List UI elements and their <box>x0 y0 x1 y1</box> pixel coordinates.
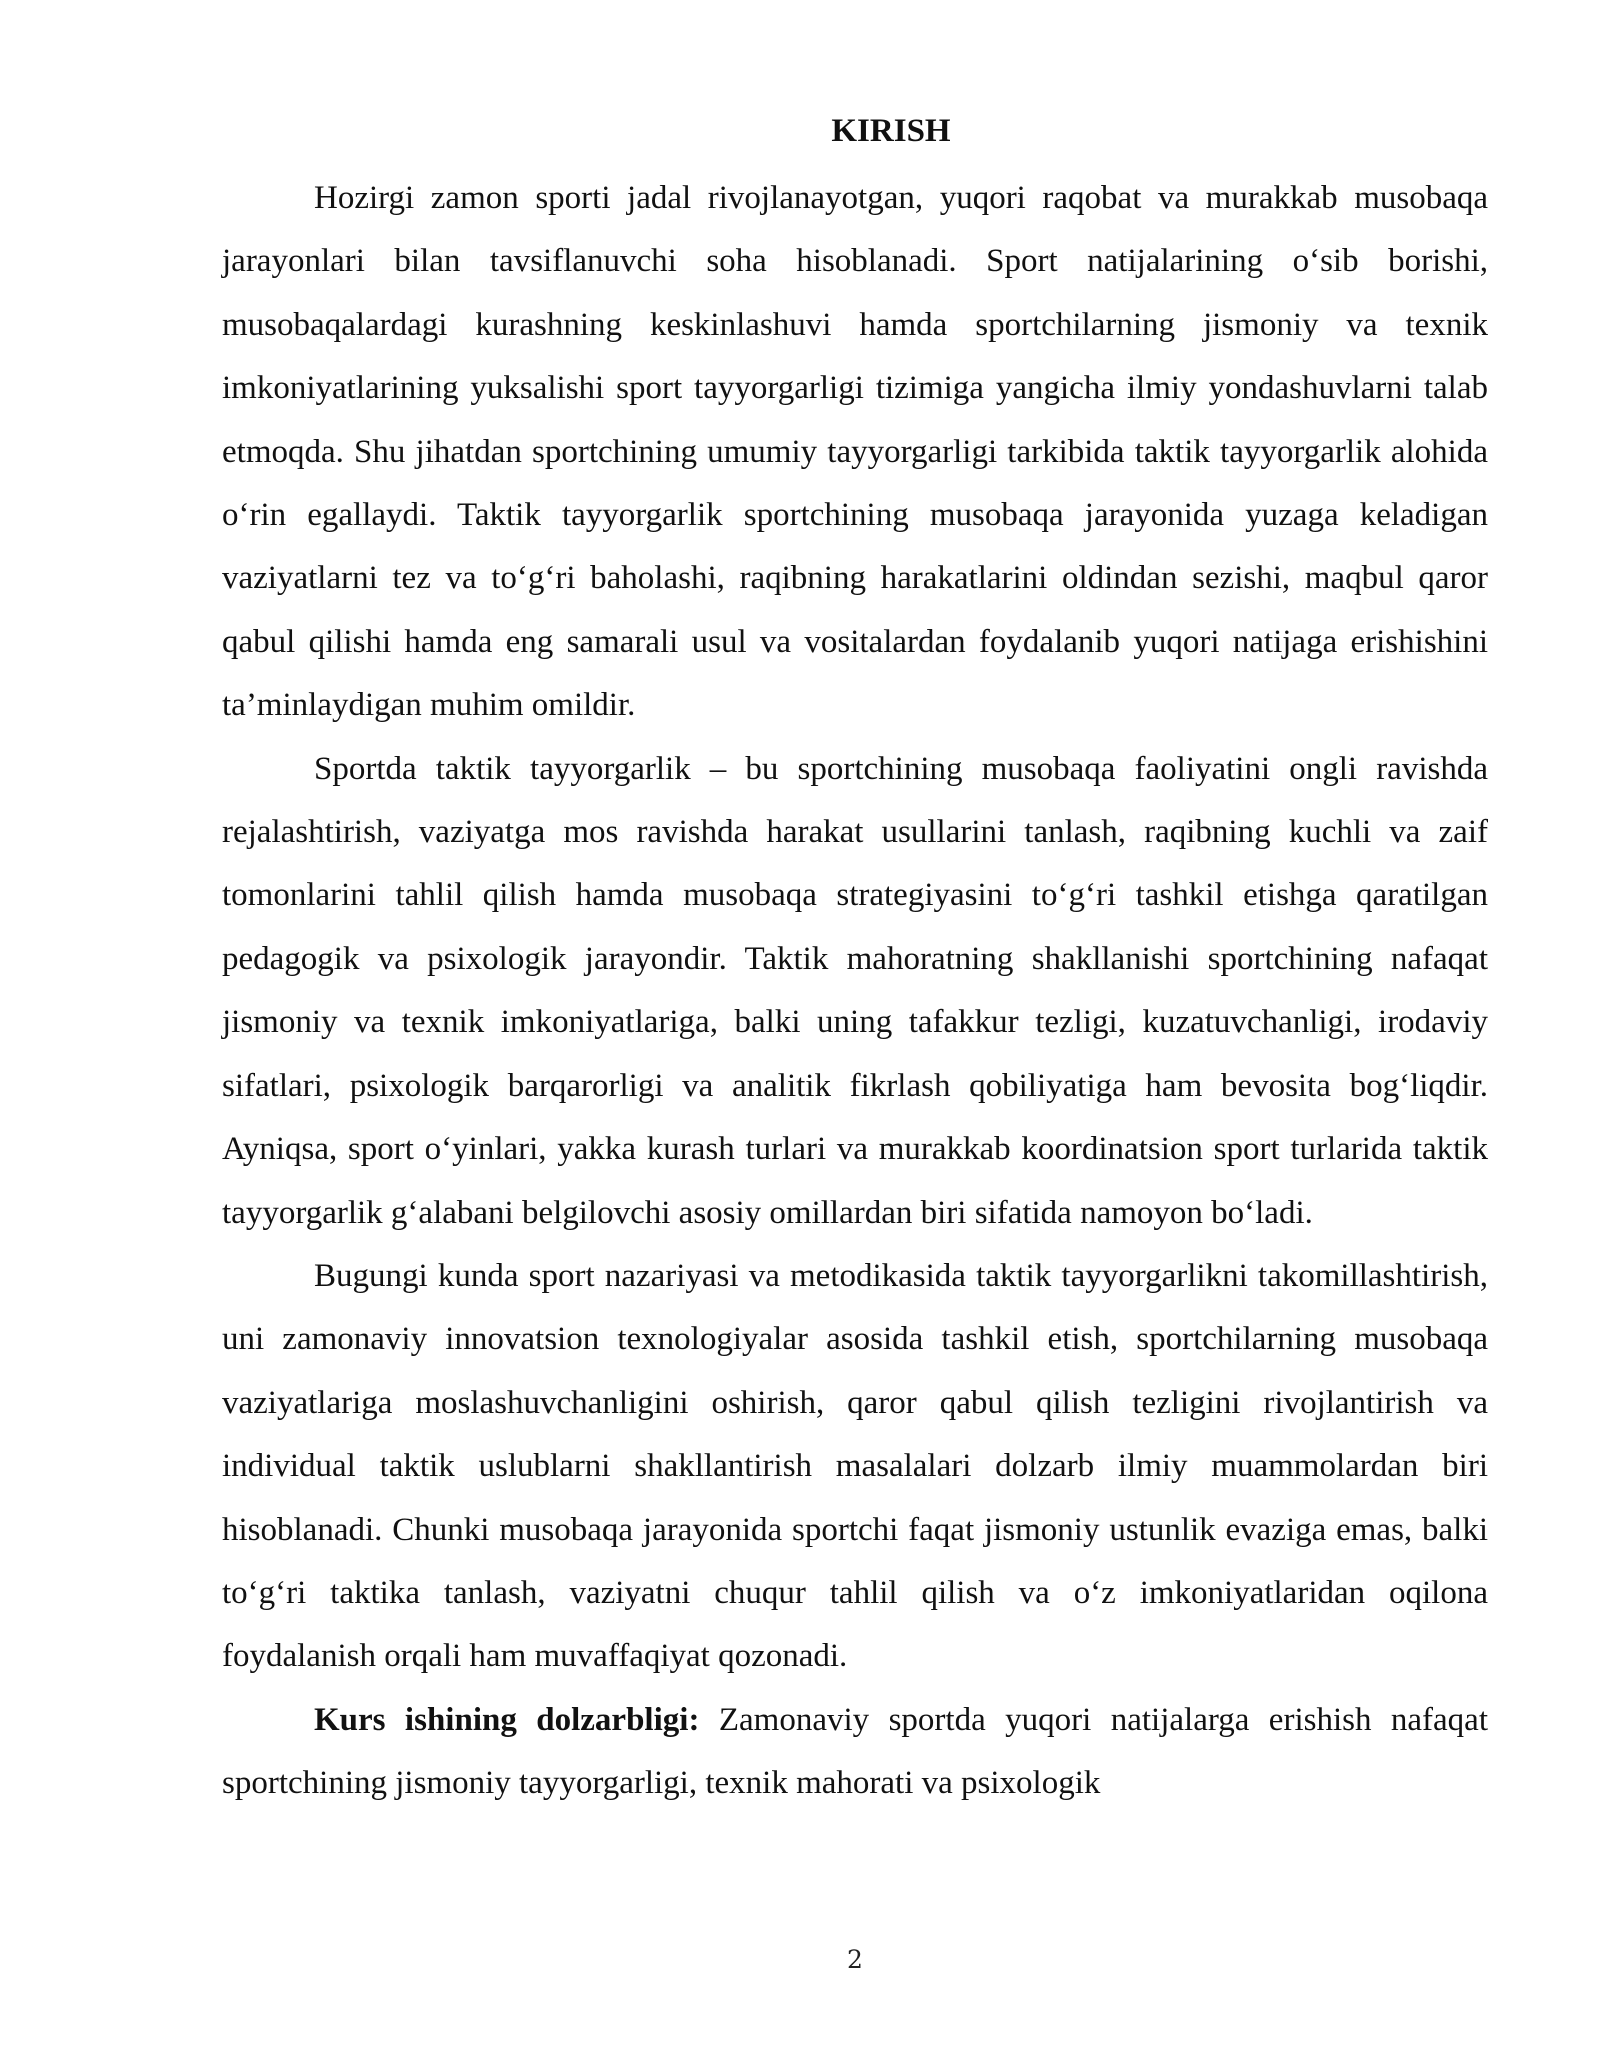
relevance-text: Zamonaviy sportda yuqori natijalarga erishish nafaqat sportchining jismoniy tayyorgarligi, texnik mahorati va psixologik <box>222 1701 1488 1802</box>
relevance-heading: Kurs ishining dolzarbligi: <box>314 1701 700 1738</box>
page-number: 2 <box>847 1945 863 1974</box>
paragraph-relevance <box>222 1689 1488 1816</box>
paragraph-tactical-definition: Sportda taktik tayyorgarlik – bu sportchining musobaqa faoliyatini ongli ravishda rejalashtirish, vaziyatga mos ravishda harakat usullarini tanlash, raqibning kuchli va zaif tomonlarini tahlil qilish hamda musobaqa strategiyasini to‘g‘ri tashkil etishga qaratilgan pedagogik va psixologik jarayondir. Taktik mahoratning shakllanishi sportchining nafaqat jismoniy va texnik imkoniyatlariga, balki uning tafakkur tezligi, kuzatuvchanligi, irodaviy sifatlari, psixologik barqarorligi va analitik fikrlash qobiliyatiga ham bevosita bog‘liqdir. Ayniqsa, sport o‘yinlari, yakka kurash turlari va murakkab koordinatsion sport turlarida taktik tayyorgarlik g‘alabani belgilovchi asosiy omillardan biri sifatida namoyon bo‘ladi. <box>222 750 1488 1231</box>
page-content <box>222 100 1488 1816</box>
paragraph-intro: Hozirgi zamon sporti jadal rivojlanayotgan, yuqori raqobat va murakkab musobaqa jarayonlari bilan tavsiflanuvchi soha hisoblanadi. Sport natijalarining o‘sib borishi, musobaqalardagi kurashning keskinlashuvi hamda sportchilarning jismoniy va texnik imkoniyatlarining yuksalishi sport tayyorgarligi tizimiga yangicha ilmiy yondashuvlarni talab etmoqda. Shu jihatdan sportchining umumiy tayyorgarligi tarkibida taktik tayyorgarlik alohida o‘rin egallaydi. Taktik tayyorgarlik sportchining musobaqa jarayonida yuzaga keladigan vaziyatlarni tez va to‘g‘ri baholashi, raqibning harakatlarini oldindan sezishi, maqbul qaror qabul qilishi hamda eng samarali usul va vositalardan foydalanib yuqori natijaga erishishini ta’minlaydigan muhim omildir. <box>222 180 1488 724</box>
paragraph-current-issues: Bugungi kunda sport nazariyasi va metodikasida taktik tayyorgarlikni takomillashtirish, uni zamonaviy innovatsion texnologiyalar asosida tashkil etish, sportchilarning musobaqa vaziyatlariga moslashuvchanligini oshirish, qaror qabul qilish tezligini rivojlantirish va individual taktik uslublarni shakllantirish masalalari dolzarb ilmiy muammolardan biri hisoblanadi. Chunki musobaqa jarayonida sportchi faqat jismoniy ustunlik evaziga emas, balki to‘g‘ri taktika tanlash, vaziyatni chuqur tahlil qilish va o‘z imkoniyatlaridan oqilona foydalanish orqali ham muvaffaqiyat qozonadi. <box>222 1257 1488 1675</box>
page-title: KIRISH <box>831 113 951 149</box>
